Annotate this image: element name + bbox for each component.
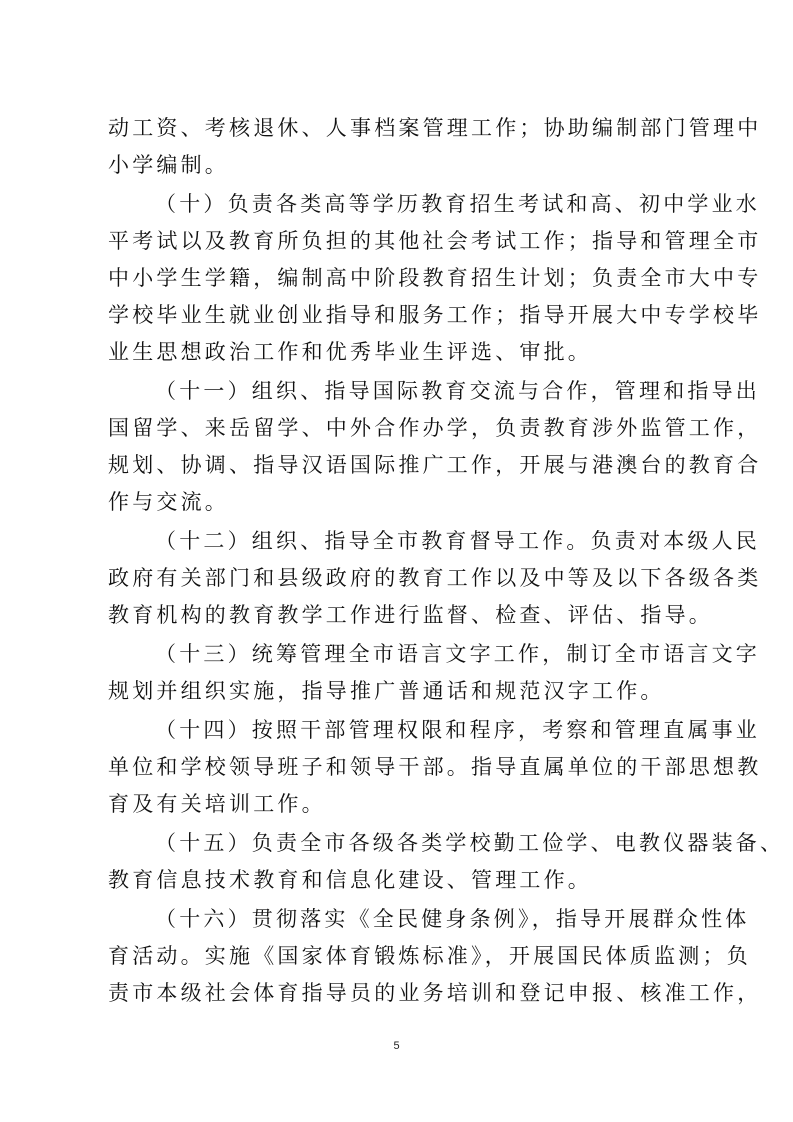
paragraph-line: （十五）负责全市各级各类学校勤工俭学、电教仪器装备、	[155, 831, 785, 855]
paragraph-line: （十三）统筹管理全市语言文字工作，制订全市语言文字	[155, 642, 760, 666]
paragraph-line: （十一）组织、指导国际教育交流与合作，管理和指导出	[155, 379, 760, 403]
paragraph-line: 规划并组织实施，指导推广普通话和规范汉字工作。	[108, 679, 665, 703]
paragraph-line: 责市本级社会体育指导员的业务培训和登记申报、核准工作，	[108, 981, 762, 1005]
paragraph-line: 规划、协调、指导汉语国际推广工作，开展与港澳台的教育合	[108, 453, 762, 477]
paragraph-line: 业生思想政治工作和优秀毕业生评选、审批。	[108, 340, 592, 364]
page-number: 5	[393, 1040, 400, 1052]
paragraph-line: （十六）贯彻落实《全民健身条例》，指导开展群众性体	[155, 907, 750, 931]
paragraph-line: 育及有关培训工作。	[108, 792, 326, 816]
paragraph-line: 育活动。实施《国家体育锻炼标准》，开展国民体质监测；负	[108, 944, 751, 968]
paragraph-line: 单位和学校领导班子和领导干部。指导直属单位的干部思想教	[108, 755, 762, 779]
paragraph-line: 教育信息技术教育和信息化建设、管理工作。	[108, 868, 592, 892]
paragraph-line: （十二）组织、指导全市教育督导工作。负责对本级人民	[155, 529, 760, 553]
paragraph-line: 政府有关部门和县级政府的教育工作以及中等及以下各级各类	[108, 566, 762, 590]
paragraph-line: （十）负责各类高等学历教育招生考试和高、初中学业水	[155, 192, 760, 216]
paragraph-line: 中小学生学籍，编制高中阶段教育招生计划；负责全市大中专	[108, 266, 762, 290]
paragraph-line: 动工资、考核退休、人事档案管理工作；协助编制部门管理中	[108, 116, 762, 140]
paragraph-line: （十四）按照干部管理权限和程序，考察和管理直属事业	[155, 718, 760, 742]
paragraph-line: 国留学、来岳留学、中外合作办学，负责教育涉外监管工作，	[108, 416, 762, 440]
paragraph-line: 作与交流。	[108, 490, 229, 514]
paragraph-line: 小学编制。	[108, 153, 229, 177]
paragraph-line: 平考试以及教育所负担的其他社会考试工作；指导和管理全市	[108, 229, 762, 253]
paragraph-line: 教育机构的教育教学工作进行监督、检查、评估、指导。	[108, 603, 713, 627]
paragraph-line: 学校毕业生就业创业指导和服务工作；指导开展大中专学校毕	[108, 303, 762, 327]
